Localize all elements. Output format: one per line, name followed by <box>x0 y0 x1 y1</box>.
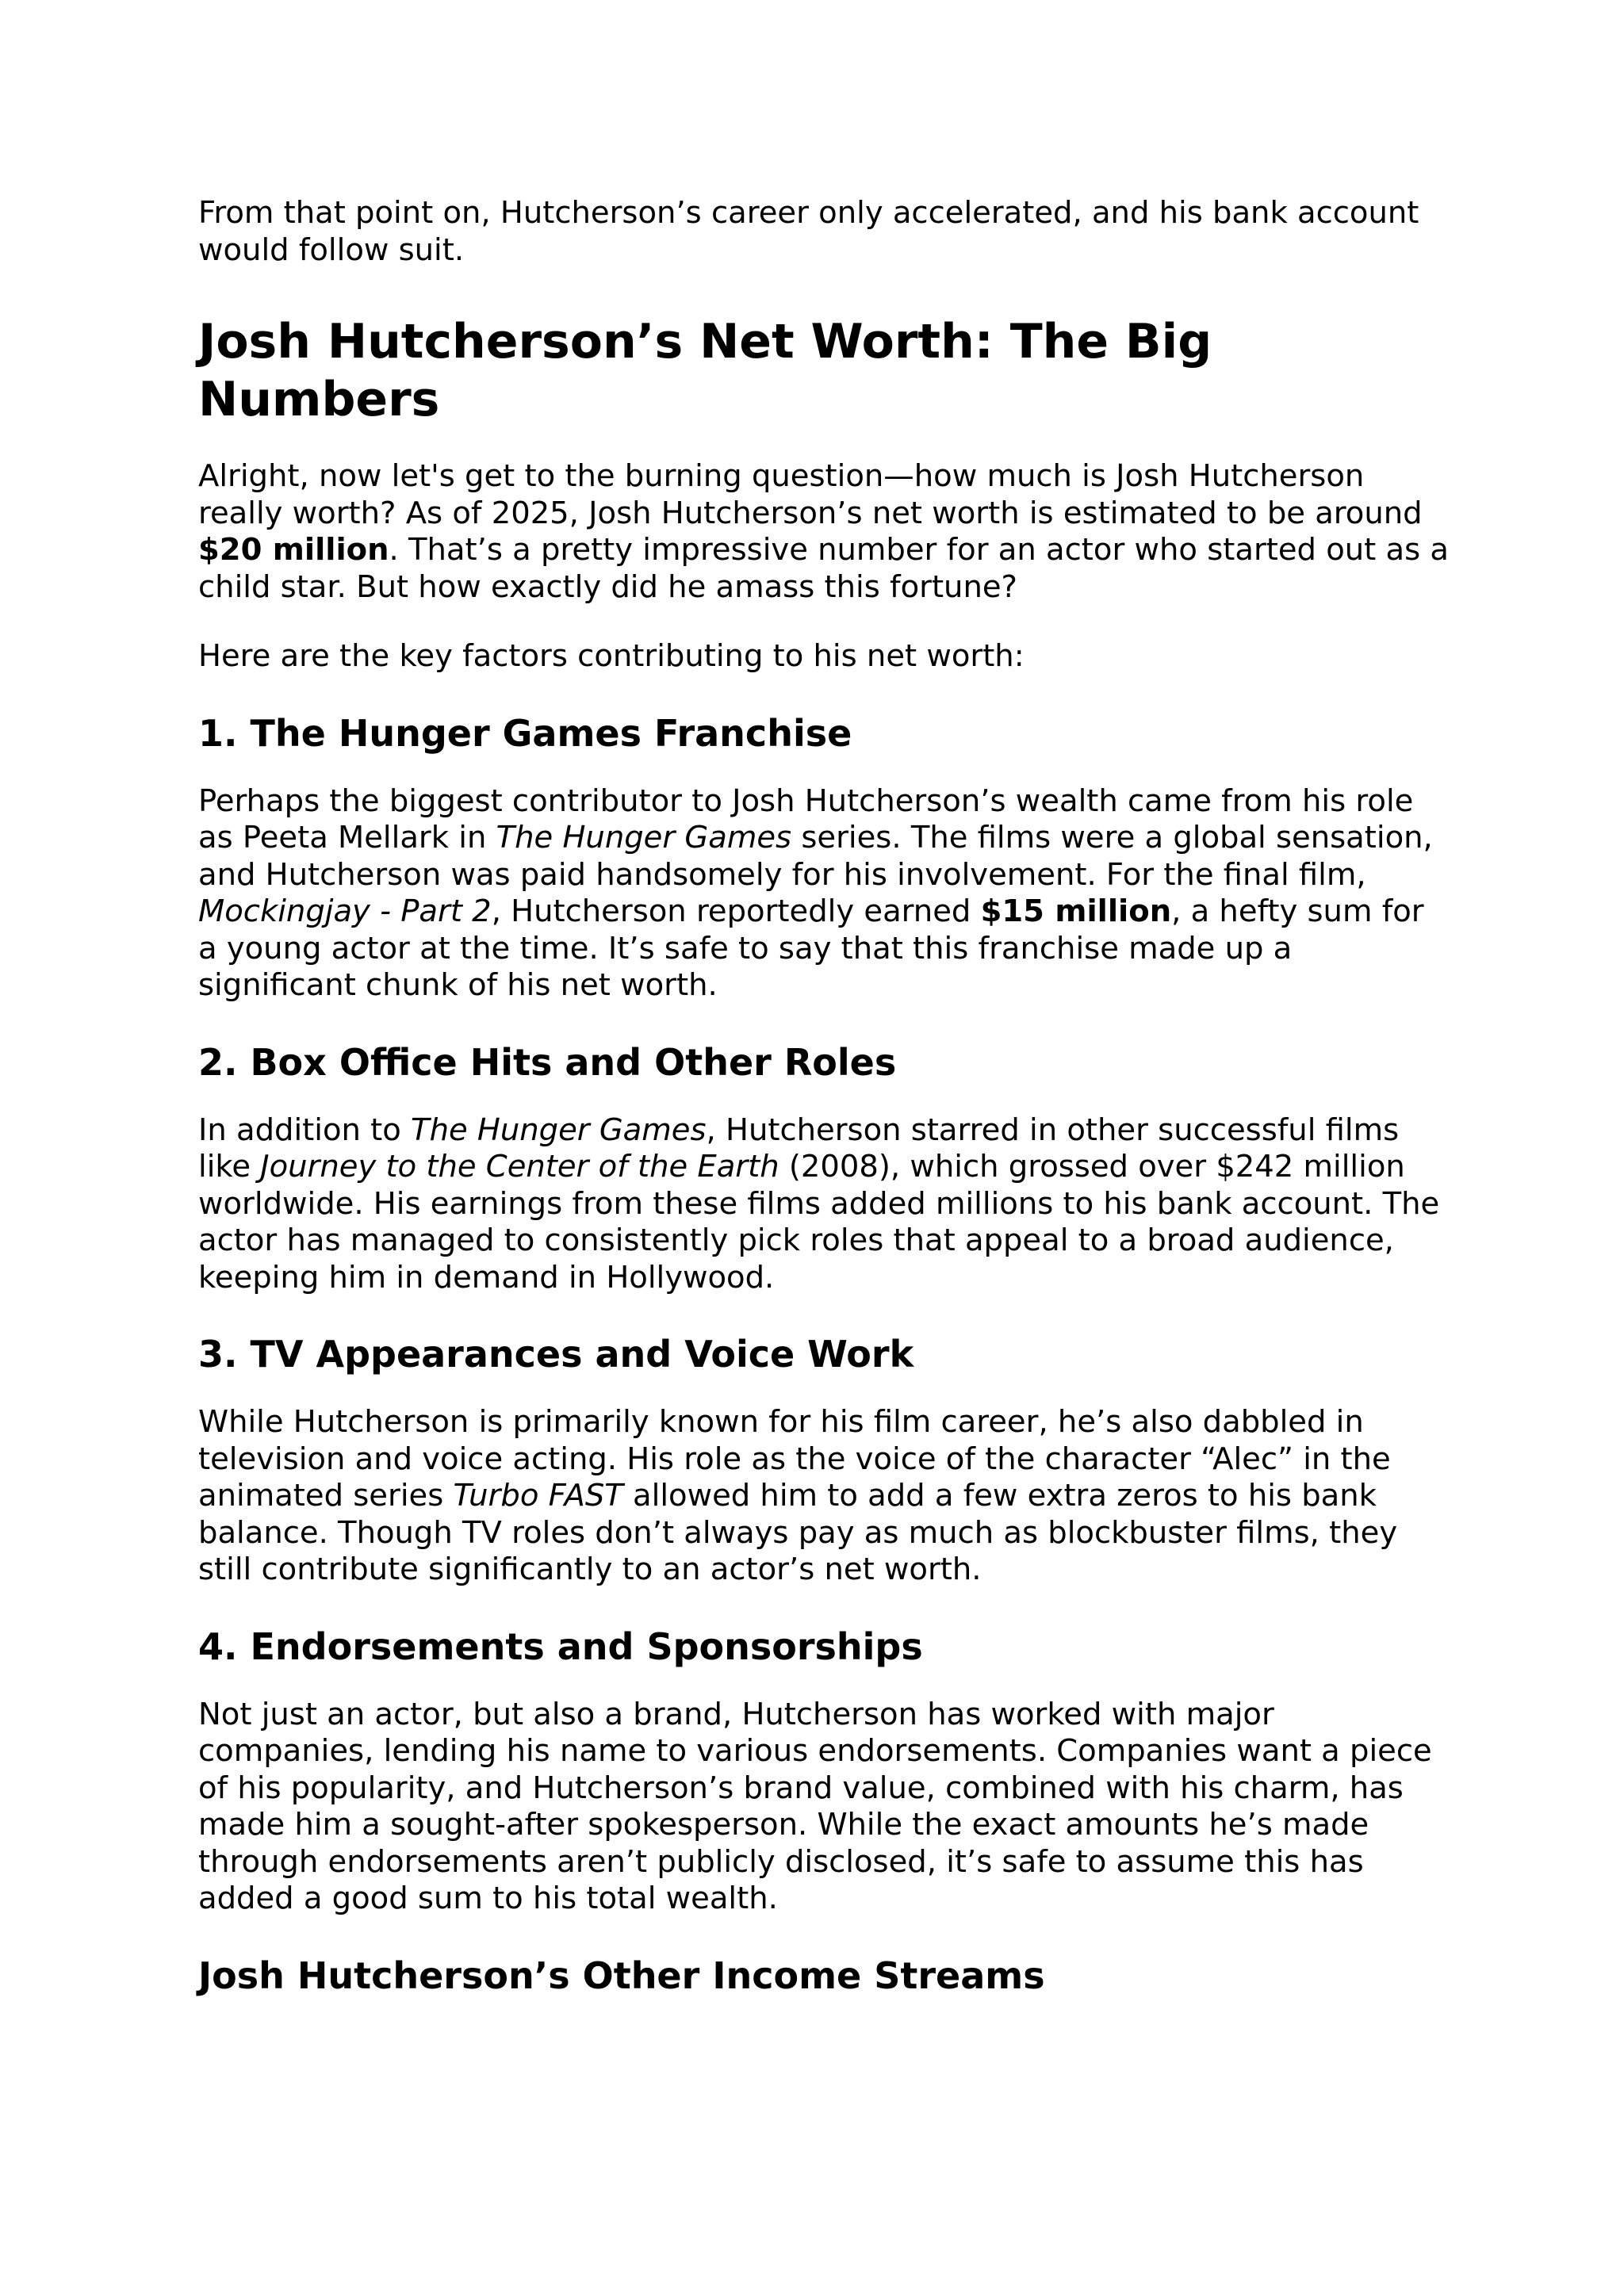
factor-1-heading: 1. The Hunger Games Franchise <box>198 711 852 755</box>
text-span: While Hutcherson is primarily known for his film career, he’s also dabbled in television and voice acting. His role as the voice of the character “Alec” in the animated series <box>198 1404 1391 1513</box>
factor-3-paragraph <box>198 1404 1451 1589</box>
factor-4-paragraph: Not just an actor, but also a brand, Hutcherson has worked with major companies, lending his name to various endorsements. Companies want a piece of his popularity, and Hutcherson’s brand value, combined with his charm, has made him a sought-after spokesperson. While the exact amounts he’s made through endorsements aren’t publicly disclosed, it’s safe to assume this has added a good sum to his total wealth. <box>198 1696 1432 1916</box>
other-income-heading: Josh Hutcherson’s Other Income Streams <box>198 1954 1045 1997</box>
factor-4-heading: 4. Endorsements and Sponsorships <box>198 1624 923 1668</box>
factor-3-heading: 3. TV Appearances and Voice Work <box>198 1333 914 1376</box>
italic-title: The Hunger Games <box>496 820 792 855</box>
italic-title: The Hunger Games <box>411 1112 707 1148</box>
text-span: , Hutcherson starred in other successful films like <box>198 1112 1400 1184</box>
document-page <box>198 195 1451 1998</box>
factor-1-paragraph <box>198 783 1451 1004</box>
factor-2-heading: 2. Box Office Hits and Other Roles <box>198 1040 897 1084</box>
bold-amount: $20 million <box>198 532 389 568</box>
italic-title: Mockingjay - Part 2 <box>198 894 492 929</box>
text-span: , Hutcherson reportedly earned <box>491 894 981 929</box>
text-span: (2008), which grossed over $242 million worldwide. His earnings from these films added millions to his bank account. The actor has managed to consistently pick roles that appeal to a broad audience, keeping him in demand in Hollywood. <box>198 1149 1440 1295</box>
bold-amount: $15 million <box>980 894 1172 929</box>
text-span: In addition to <box>198 1112 412 1148</box>
net-worth-heading: Josh Hutcherson’s Net Worth: The Big Numbers <box>198 314 1212 427</box>
factor-2-paragraph <box>198 1112 1451 1297</box>
text-span: , a hefty sum for a young actor at the time. It’s safe to say that this franchise made up a significant chunk of his net worth. <box>198 894 1424 1003</box>
factors-intro-paragraph: Here are the key factors contributing to his net worth: <box>198 638 1025 674</box>
text-span: Alright, now let's get to the burning question—how much is Josh Hutcherson really worth? As of 2025, Josh Hutcherson’s net worth is estimated to be around <box>198 458 1423 531</box>
text-span: . That’s a pretty impressive number for an actor who started out as a child star. But how exactly did he amass this fortune? <box>198 532 1449 605</box>
text-span: series. The films were a global sensation, and Hutcherson was paid handsomely for his involvement. For the final film, <box>198 820 1433 893</box>
italic-title: Journey to the Center of the Earth <box>260 1149 779 1184</box>
intro-paragraph: From that point on, Hutcherson’s career only accelerated, and his bank account would follow suit. <box>198 195 1419 268</box>
net-worth-paragraph <box>198 458 1451 606</box>
text-span: Perhaps the biggest contributor to Josh Hutcherson’s wealth came from his role as Peeta Mellark in <box>198 783 1414 855</box>
italic-title: Turbo FAST <box>453 1478 623 1513</box>
text-span: allowed him to add a few extra zeros to his bank balance. Though TV roles don’t always pay as much as blockbuster films, they still contribute significantly to an actor’s net worth. <box>198 1478 1398 1587</box>
